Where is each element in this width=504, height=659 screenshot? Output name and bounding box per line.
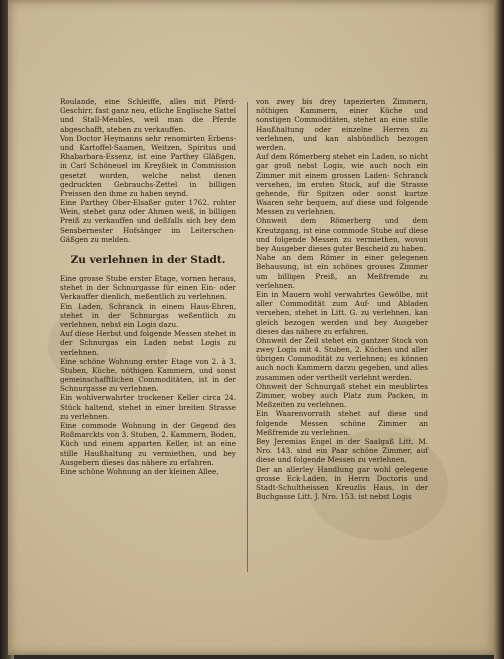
advert-paragraph: Ein Waarenvorrath stehet auf diese und folgende Messen schöne Zimmer an Meßfremde zu verlehnen. — [256, 409, 428, 437]
advert-paragraph: Bey Jeremias Engel in der Saalgaß Litt. M. Nro. 143. sind ein Paar schöne Zimmer, auf diese und folgende Messen zu verlehnen. — [256, 436, 428, 465]
advert-paragraph: Eine commode Wohnung in der Gegend des Roßmarckts von 3. Stuben, 2. Kammern, Boden, Küch und einem apparten Keller, ist an eine stille Haußhaltung zu vermiethen, und bey Ausgebern dieses das nähere zu erfahren. — [60, 421, 236, 467]
advert-paragraph: Eine schöne Wohnung an der kleinen Allee, — [60, 466, 219, 476]
advert-paragraph: Von Doctor Heymanns sehr renomirten Erbens- und Kartoffel-Saamen, Weitzen, Spiritus und Rhabarbara-Essenz, ist eine Parthey Gläßgen, in Carl Schöneuel im Kreyßiek in Commission gesetzt worden, welche nebst denen gedruckten Gebrauchs-Zettel in billigen Preissen den ihme zu haben seynd. — [60, 133, 236, 198]
advert-paragraph: Ohnweit der Zeil stehet ein gantzer Stock von zwey Logis mit 4. Stuben, 2. Küchen und aller übrigen Commodität zu verlehnen; es können auch noch Kammern darzu gegeben, und alles zusammen oder vertheilt verlehnt werden. — [256, 335, 428, 382]
advert-paragraph: Ohnweit dem Römerberg und dem Kreutzgang, ist eine commode Stube auf diese und folgende Messen zu vermiethen, wovon bey Ausgeber dieses guter Bescheid zu haben. — [256, 216, 428, 253]
advert-paragraph: Eine schöne Wohnung erster Etage von 2. à 3. Stuben, Küche, nöthigen Kammern, und sonst gemeinschafftlichen Commoditäten, ist in der Schnurgasse zu verlehnen. — [60, 356, 236, 394]
column-divider — [247, 102, 248, 572]
advert-paragraph: Ein Laden, Schranck in einem Haus-Ehren, stehet in der Schnurgas weßentlich zu verlehnen, nebst ein Logis dazu. — [60, 301, 236, 329]
advert-paragraph: Roulande, eine Schleiffe, alles mit Pferd-Geschirr, fast ganz neu, etliche Englische Sattel und Stall-Meubles, weil man die Pferde abgeschafft, stehen zu verkauffen. — [60, 97, 236, 134]
advert-paragraph: von zwey bis drey tapezierten Zimmern, nöthigen Kammern, einer Küche und sonstigen Commoditäten, stehet an eine stille Haußhaltung oder einzelne Herren zu verlehnen, und kan alsbündlich bezogen werden. — [256, 97, 428, 152]
advert-paragraph: Ein wohlverwahrter trockener Keller circa 24. Stück haltend, stehet in einer breiten Strasse zu verlehnen. — [60, 393, 236, 421]
advert-paragraph: Eine Parthey Ober-Elsaßer guter 1762. rohter Wein, stehet ganz oder Ahmen weiß, in billigen Preiß zu verkauffen und deßfalls sich bey dem Sensbernester Hofsänger im Leiterschen-Gäßgen zu melden. — [60, 198, 236, 244]
page-shadow-right — [494, 0, 504, 659]
advert-paragraph: Auf diese Herbst und folgende Messen stehet in der Schnurgas ein Laden nebst Logis zu verlehnen. — [60, 329, 236, 357]
advert-paragraph: Auf dem Römerberg stehet ein Laden, so nicht gar groß nebst Logis, wie auch noch ein Zimmer mit einem grossen Laden- Schranck versehen, im ersten Stock, auf die Strasse gehende, für Spitzen oder sonst kurtze Waaren sehr bequem, auf diese und folgende Messen zu verlehnen. — [256, 152, 428, 217]
section-heading: Zu verlehnen in der Stadt. — [70, 254, 226, 266]
advert-paragraph: Ein in Mauern wohl verwahrtes Gewölbe, mit aller Commodität zum Auf- und Abladen versehen, stehet in Litt. G. zu verlehnen, kan gleich bezogen werden und bey Ausgeber dieses das nähere zu erfahren. — [256, 289, 428, 336]
left-column — [60, 97, 236, 476]
advert-paragraph: Nahe an dem Römer in einer gelegenen Behausung, ist ein schönes grosses Zimmer um billigen Preiß, an Meßfremde zu verlehnen. — [256, 253, 428, 290]
advert-paragraph: Ohnweit der Schnurgaß stehet ein meublirtes Zimmer, wobey auch Platz zum Packen, in Meßzeiten zu verlehnen. — [256, 381, 428, 410]
advert-paragraph: Der an allerley Handlung gar wohl gelegene grosse Eck-Laden, in Herrn Doctoris und Stadt-Schultheissen Kreuzlis Haus, in der Buchgasse Litt. J. Nro. 153. ist nebst Logis — [256, 464, 428, 502]
right-column — [256, 97, 428, 501]
advert-paragraph: Eine grosse Stube erster Etage, vornen heraus, stehet in der Schnurgasse für einen Ein- oder Verkauffer dienlich, meßentlich zu verlehnen. — [60, 274, 236, 302]
